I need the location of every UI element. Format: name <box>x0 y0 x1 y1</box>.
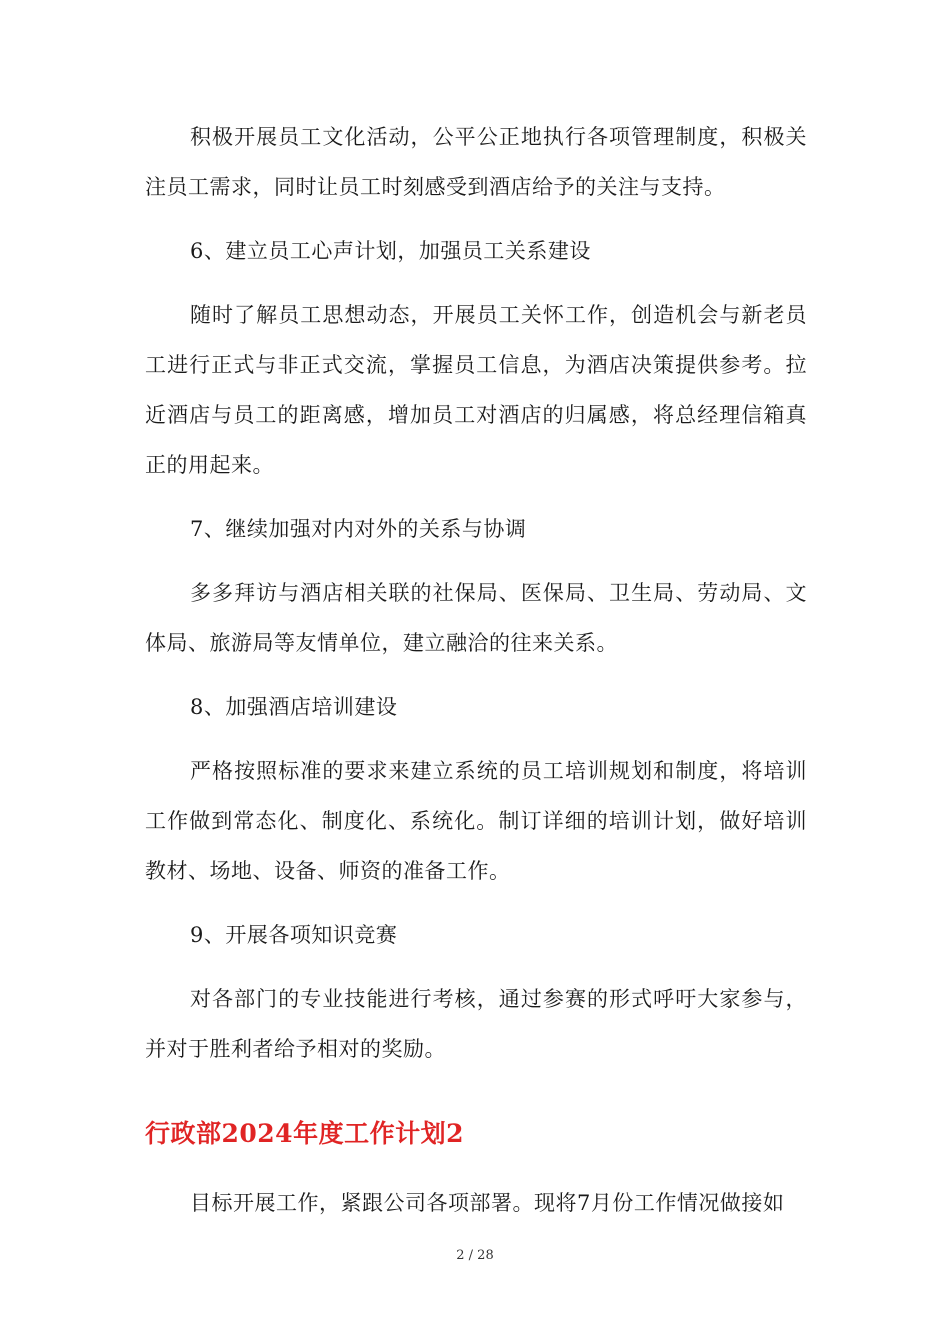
paragraph-section-intro: 目标开展工作，紧跟公司各项部署。现将7月份工作情况做接如 <box>190 1191 785 1215</box>
heading-item-8: 8、加强酒店培训建设 <box>190 695 398 719</box>
heading-item-9: 9、开展各项知识竞赛 <box>190 923 398 947</box>
section-title: 行政部2024年度工作计划2 <box>145 1119 464 1148</box>
paragraph-external-relations: 多多拜访与酒店相关联的社保局、医保局、卫生局、劳动局、文体局、旅游局等友情单位，建立融洽的往来关系。 <box>145 581 807 655</box>
document-body <box>145 112 807 1228</box>
paragraph-culture-activities: 积极开展员工文化活动，公平公正地执行各项管理制度，积极关注员工需求，同时让员工时刻感受到酒店给予的关注与支持。 <box>145 125 807 199</box>
page-number: 2 / 28 <box>456 1248 494 1263</box>
section-text-block <box>145 1178 807 1228</box>
paragraph-employee-voice: 随时了解员工思想动态，开展员工关怀工作，创造机会与新老员工进行正式与非正式交流，掌握员工信息，为酒店决策提供参考。拉近酒店与员工的距离感，增加员工对酒店的归属感，将总经理信箱真正的用起来。 <box>145 303 807 477</box>
paragraph-competition: 对各部门的专业技能进行考核，通过参赛的形式呼吁大家参与，并对于胜利者给予相对的奖励。 <box>145 987 807 1061</box>
heading-item-7: 7、继续加强对内对外的关系与协调 <box>190 517 527 541</box>
text-block <box>145 112 807 1074</box>
heading-item-6: 6、建立员工心声计划，加强员工关系建设 <box>190 239 591 263</box>
paragraph-training: 严格按照标准的要求来建立系统的员工培训规划和制度，将培训工作做到常态化、制度化、系统化。制订详细的培训计划，做好培训教材、场地、设备、师资的准备工作。 <box>145 759 807 883</box>
